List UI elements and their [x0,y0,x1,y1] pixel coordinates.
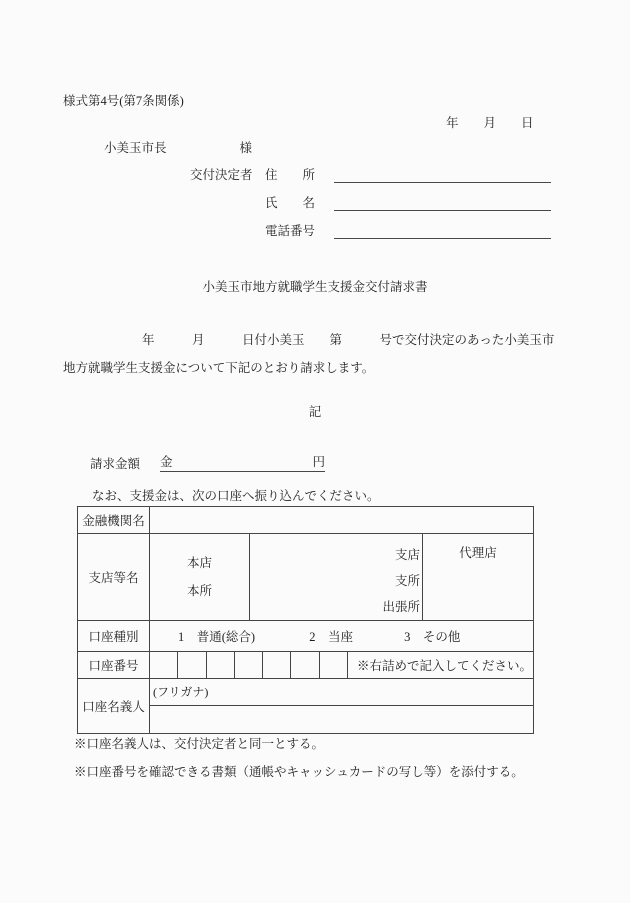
body-paragraph-line1: 年 月 日付小美玉 第 号で交付決定のあった小美玉市 [142,333,555,347]
account-number-box [207,652,235,678]
phone-fill-line [334,235,551,239]
account-number-cell [150,652,534,679]
account-type-option-ordinary: 1 普通(総合) [178,630,256,644]
account-type-label: 口座種別 [78,621,150,652]
name-row [190,183,552,211]
account-number-box [150,652,178,678]
name-field-label: 氏 名 [265,196,316,210]
furigana-label: (フリガナ) [150,679,533,706]
branch-suffix: 出張所 [382,600,420,614]
amount-row [90,450,325,472]
footnote-account-holder: ※口座名義人は、交付決定者と同一とする。 [74,737,325,751]
transfer-note: なお、支援金は、次の口座へ振り込んでください。 [92,489,380,503]
addressee-name: 小美玉市長 [104,141,167,155]
phone-field-label: 電話番号 [265,224,316,238]
head-office-line: 本店 [186,556,212,570]
amount-suffix: 円 [312,455,325,469]
agency-cell: 代理店 [423,534,534,621]
amount-fill-line [160,452,325,472]
account-number-box [320,652,348,678]
account-holder-row [78,679,534,734]
amount-prefix: 金 [160,455,173,469]
account-type-option-other: 3 その他 [404,630,461,644]
applicant-role-label: 交付決定者 [190,168,253,182]
document-title: 小美玉市地方就職学生支援金交付請求書 [202,280,428,294]
branch-label: 支店等名 [78,534,150,621]
branch-suffix: 支店 [394,548,420,562]
account-number-box [178,652,206,678]
account-number-row [78,652,534,679]
head-office-line: 本所 [186,584,212,598]
form-code: 様式第4号(第7条関係) [63,94,184,108]
address-field-label: 住 所 [265,168,316,182]
financial-institution-row [78,507,534,534]
account-number-box [291,652,319,678]
address-row [190,155,552,183]
addressee-honorific: 様 [239,141,253,155]
date-line: 年 月 日 [446,116,534,130]
name-fill-line [334,207,551,211]
branch-name-cell [250,534,423,621]
address-fill-line [334,179,551,183]
account-type-option-current: 2 当座 [309,630,353,644]
account-number-label: 口座番号 [78,652,150,679]
branch-suffix: 支所 [394,574,420,588]
branch-row [78,534,534,621]
amount-label: 請求金額 [90,457,141,471]
phone-row [190,211,552,239]
body-paragraph-line2: 地方就職学生支援金について下記のとおり請求します。 [63,361,375,375]
financial-institution-value-cell [150,507,534,534]
account-holder-cell [150,679,534,734]
financial-institution-label: 金融機関名 [78,507,150,534]
ki-heading: 記 [308,405,322,419]
account-number-box [235,652,263,678]
account-holder-value [150,706,533,733]
head-office-cell [150,534,250,621]
account-type-options-cell [150,621,534,652]
right-justify-note: ※右詰めで記入してください。 [357,659,533,673]
account-type-row [78,621,534,652]
account-holder-label: 口座名義人 [78,679,150,734]
account-number-box [263,652,291,678]
footnote-attachment: ※口座番号を確認できる書類（通帳やキャッシュカードの写し等）を添付する。 [74,765,524,779]
addressee-line [104,138,252,156]
applicant-block [190,155,552,239]
bank-account-table [77,506,534,734]
